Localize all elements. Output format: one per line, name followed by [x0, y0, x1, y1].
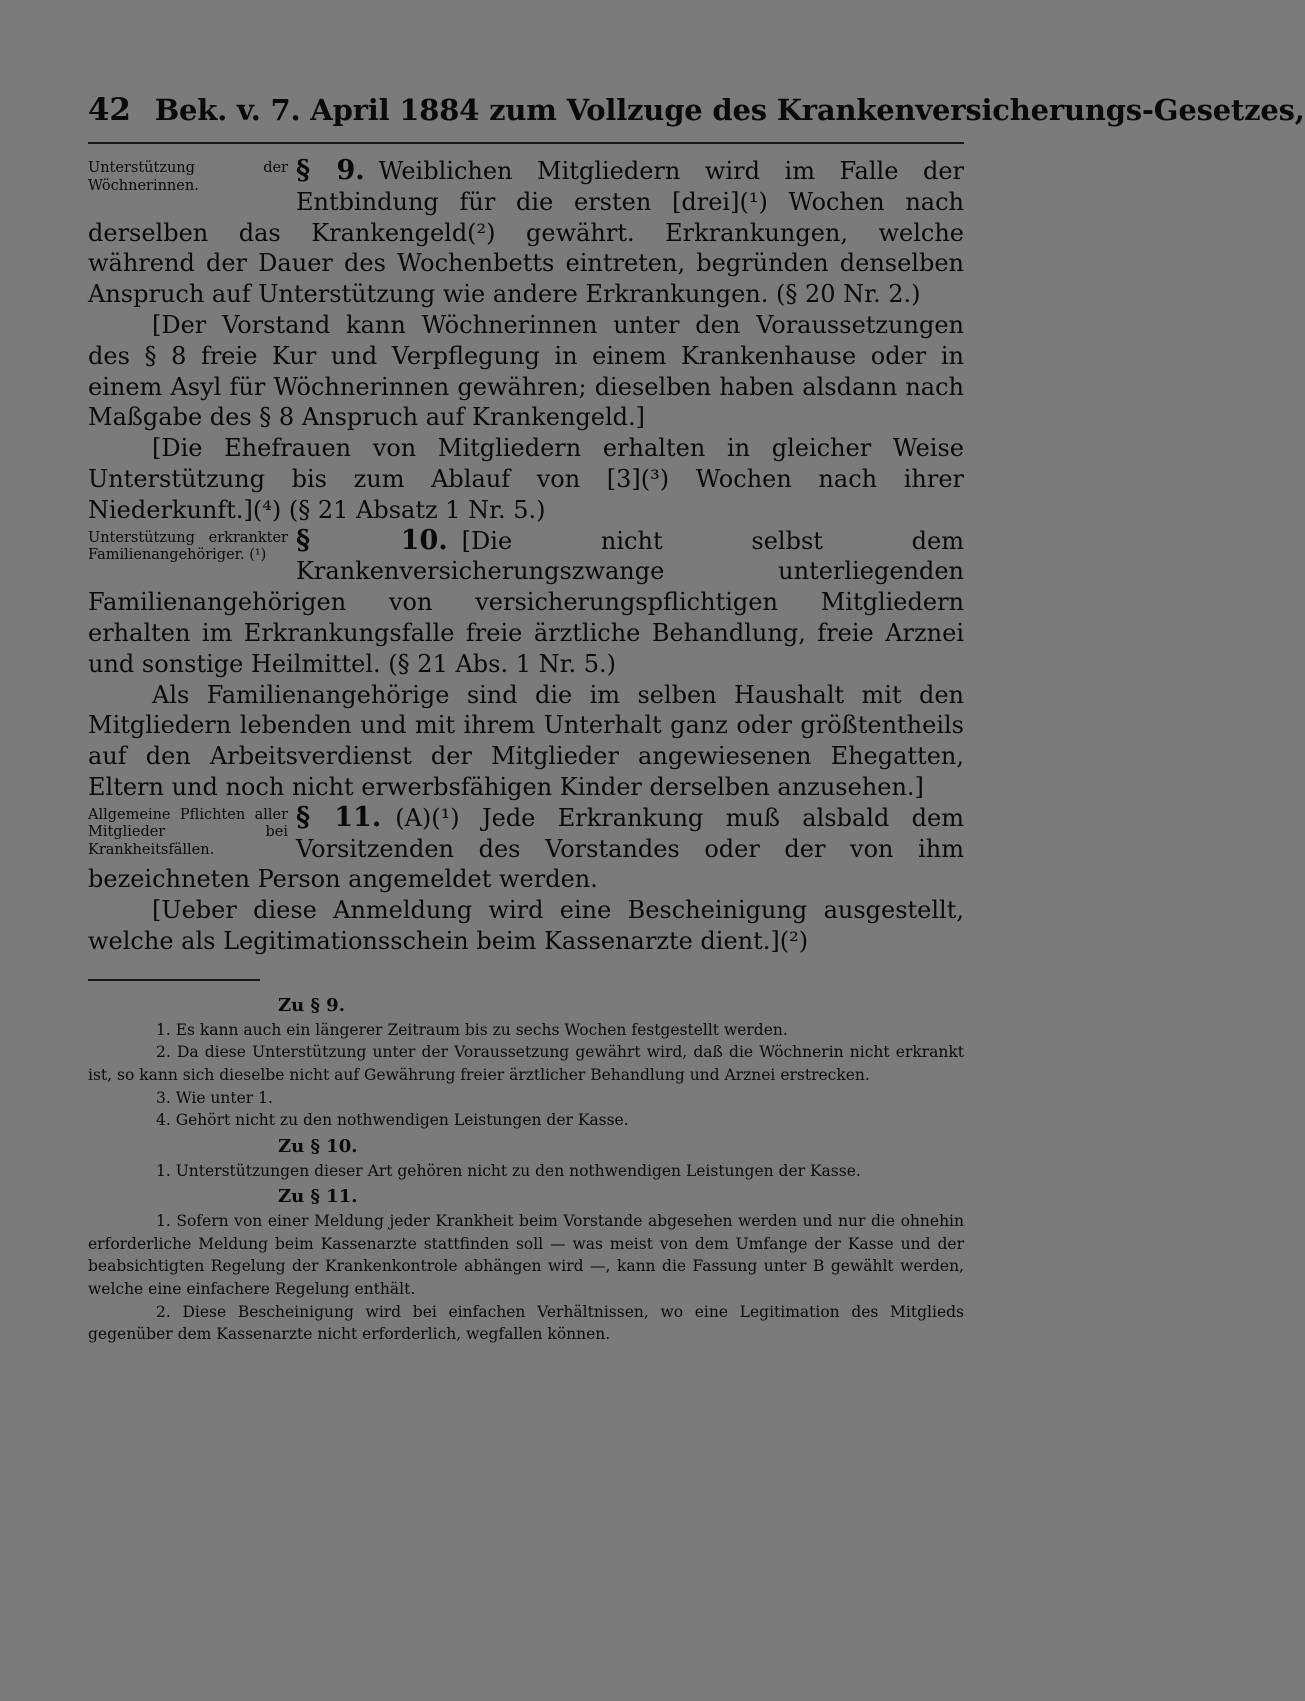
paragraph-number: § 11.	[296, 801, 382, 833]
paragraph: Als Familienangehörige sind die im selben Haushalt mit den Mitgliedern lebenden und mit ihrem Unterhalt ganz oder größtentheils auf den Arbeitsverdienst der Mitglieder angewiesenen Ehegatten, Eltern und noch nicht erwerbsfähigen Kinder derselben anzusehen.]	[88, 680, 964, 801]
footnotes-rule	[88, 979, 260, 981]
paragraph: [Ueber diese Anmeldung wird eine Bescheinigung ausgestellt, welche als Legitimationsschein beim Kassenarzte dient.](²)	[88, 896, 964, 955]
footnote: 1. Es kann auch ein längerer Zeitraum bis zu sechs Wochen festgestellt werden.	[156, 1020, 788, 1039]
side-note: Unterstützung der Wöchnerinnen.	[88, 160, 288, 194]
footnote: 4. Gehört nicht zu den nothwendigen Leistungen der Kasse.	[156, 1111, 629, 1130]
footnote-heading: Zu § 9.	[278, 994, 345, 1016]
header-rule	[88, 142, 964, 144]
footnote: 1. Sofern von einer Meldung jeder Krankheit beim Vorstande abgesehen werden und nur die ohnehin erforderliche Meldung beim Kassenarzte stattfinden soll — was meist von dem Umfange der Kasse und der beabsichtigten Regelung der Krankenkontrole abhängen wird —, kann die Fassung unter B gewählt werden, welche eine einfachere Regelung enthält.	[88, 1212, 964, 1299]
footnote-heading: Zu § 10.	[278, 1135, 358, 1157]
running-header	[88, 92, 1305, 128]
section-lead-text: (A)(¹) Jede Erkrankung muß alsbald dem Vorsitzenden des Vorstandes oder der von ihm bezeichneten Person angemeldet werden.	[88, 803, 964, 894]
footnote: 2. Da diese Unterstützung unter der Voraussetzung gewährt wird, daß die Wöchnerin nicht erkrankt ist, so kann sich dieselbe nicht auf Gewährung freier ärztlicher Behandlung und Arznei erstrecken.	[88, 1043, 964, 1084]
side-note: Allgemeine Pflichten aller Mitglieder bei Krankheitsfällen.	[88, 806, 288, 858]
section-lead-text: [Die nicht selbst dem Krankenversicherungszwange unterliegenden Familienangehörigen von versicherungspflichtigen Mitgliedern erhalten im Erkrankungsfalle freie ärztliche Behandlung, freie Arznei und sonstige Heilmittel. (§ 21 Abs. 1 Nr. 5.)	[88, 526, 965, 678]
footnote: 2. Diese Bescheinigung wird bei einfachen Verhältnissen, wo eine Legitimation des Mitglieds gegenüber dem Kassenarzte nicht erforderlich, wegfallen können.	[88, 1302, 964, 1344]
section-lead-text: Weiblichen Mitgliedern wird im Falle der Entbindung für die ersten [drei](¹) Wochen nach derselben das Krankengeld(²) gewährt. Erkrankungen, welche während der Dauer des Wochenbetts eintreten, begründen denselben Anspruch auf Unterstützung wie andere Erkrankungen. (§ 20 Nr. 2.)	[88, 157, 964, 309]
footnotes	[88, 995, 964, 1346]
footnote: 3. Wie unter 1.	[156, 1088, 273, 1107]
footnote-heading: Zu § 11.	[278, 1186, 358, 1208]
footnote: 1. Unterstützungen dieser Art gehören nicht zu den nothwendigen Leistungen der Kasse.	[156, 1161, 861, 1180]
paragraph-number: § 9.	[296, 155, 365, 186]
page-number: 42	[88, 92, 131, 128]
paragraph: [Die Ehefrauen von Mitgliedern erhalten in gleicher Weise Unterstützung bis zum Ablauf von [3](³) Wochen nach ihrer Niederkunft.](⁴) (§ 21 Absatz 1 Nr. 5.)	[88, 434, 964, 524]
section-10	[88, 526, 964, 803]
side-note: Unterstützung erkrankter Familienangehöriger. (¹)	[88, 529, 288, 564]
paragraph: [Der Vorstand kann Wöchnerinnen unter den Voraussetzungen des § 8 freie Kur und Verpflegung in einem Krankenhause oder in einem Asyl für Wöchnerinnen gewähren; dieselben haben alsdann nach Maßgabe des § 8 Anspruch auf Krankengeld.]	[88, 310, 964, 432]
section-11	[88, 803, 964, 957]
running-title: Bek. v. 7. April 1884 zum Vollzuge des Krankenversicherungs-Gesetzes,	[154, 93, 1305, 127]
paragraph-number: § 10.	[296, 524, 448, 556]
section-9	[88, 156, 964, 526]
